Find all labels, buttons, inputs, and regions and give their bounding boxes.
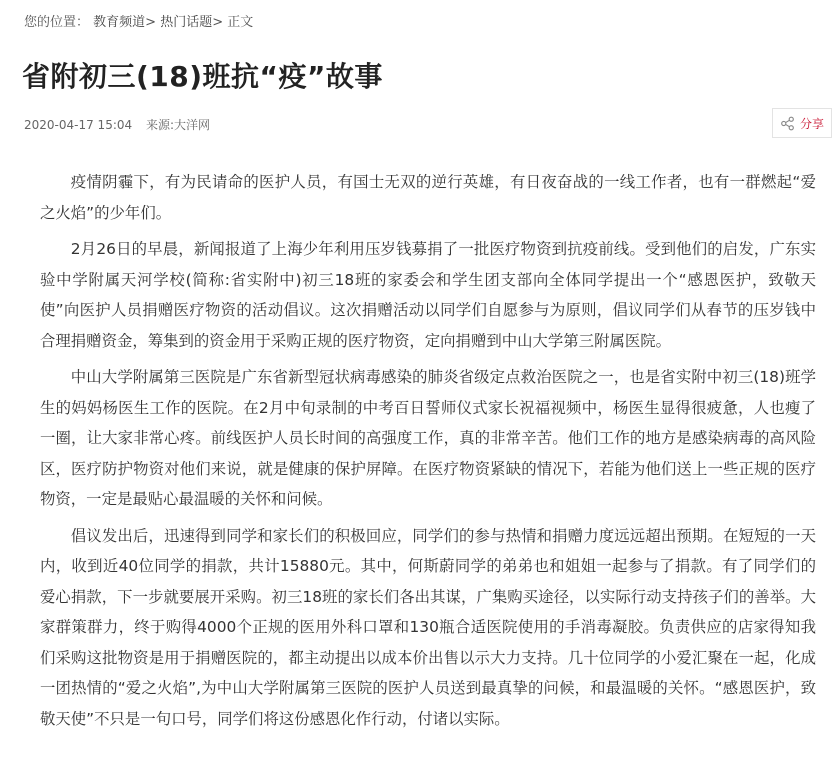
share-button[interactable]	[772, 108, 832, 138]
article-paragraph: 中山大学附属第三医院是广东省新型冠状病毒感染的肺炎省级定点救治医院之一，也是省实附中初三(18)班学生的妈妈杨医生工作的医院。在2月中旬录制的中考百日誓师仪式家长祝福视频中，杨医生显得很疲惫，人也瘦了一圈，让大家非常心疼。前线医护人员长时间的高强度工作，真的非常辛苦。他们工作的地方是感染病毒的高风险区，医疗防护物资对他们来说，就是健康的保护屏障。在医疗物资紧缺的情况下，若能为他们送上一些正规的医疗物资，一定是最贴心最温暖的关怀和问候。	[40, 368, 816, 508]
breadcrumb-separator: >	[212, 15, 224, 30]
article-source: 来源:大洋网	[145, 118, 211, 132]
article-paragraph: 倡议发出后，迅速得到同学和家长们的积极回应，同学们的参与热情和捐赠力度远远超出预期。在短短的一天内，收到近40位同学的捐款，共计15880元。其中，何斯蔚同学的弟弟也和姐姐一起参与了捐款。有了同学们的爱心捐款，下一步就要展开采购。初三18班的家长们各出其谋，广集购买途径，以实际行动支持孩子们的善举。大家群策群力，终于购得4000个正规的医用外科口罩和130瓶合适医院使用的手消毒凝胶。负责供应的店家得知我们采购这批物资是用于捐赠医院的，都主动提出以成本价出售以示大力支持。几十位同学的小爱汇聚在一起，化成一团热情的“爱之火焰”,为中山大学附属第三医院的医护人员送到最真挚的问候，和最温暖的关怀。“感恩医护，致敬天使”不只是一句口号，同学们将这份感恩化作行动，付诸以实际。	[40, 526, 816, 728]
article-title: 省附初三(18)班抗“疫”故事	[22, 60, 383, 93]
article-meta	[24, 116, 210, 133]
article-body	[40, 167, 816, 740]
breadcrumb	[24, 11, 253, 30]
breadcrumb-link-education[interactable]: 教育频道	[93, 15, 146, 30]
breadcrumb-current: 正文	[227, 15, 254, 30]
breadcrumb-separator: >	[145, 15, 157, 30]
article-paragraph: 疫情阴霾下，有为民请命的医护人员，有国士无双的逆行英雄，有日夜奋战的一线工作者，也有一群燃起“爱之火焰”的少年们。	[40, 173, 816, 222]
breadcrumb-prefix: 您的位置：	[24, 15, 90, 30]
share-icon	[780, 116, 795, 131]
article-date: 2020-04-17 15:04	[24, 118, 133, 132]
breadcrumb-link-hot-topics[interactable]: 热门话题	[160, 15, 213, 30]
share-label: 分享	[799, 116, 824, 131]
article-paragraph: 2月26日的早晨，新闻报道了上海少年利用压岁钱募捐了一批医疗物资到抗疫前线。受到他们的启发，广东实验中学附属天河学校(简称:省实附中)初三18班的家委会和学生团支部向全体同学提出一个“感恩医护，致敬天使”向医护人员捐赠医疗物资的活动倡议。这次捐赠活动以同学们自愿参与为原则，倡议同学们从春节的压岁钱中合理捐赠资金，筹集到的资金用于采购正规的医疗物资，定向捐赠到中山大学第三附属医院。	[40, 240, 816, 350]
